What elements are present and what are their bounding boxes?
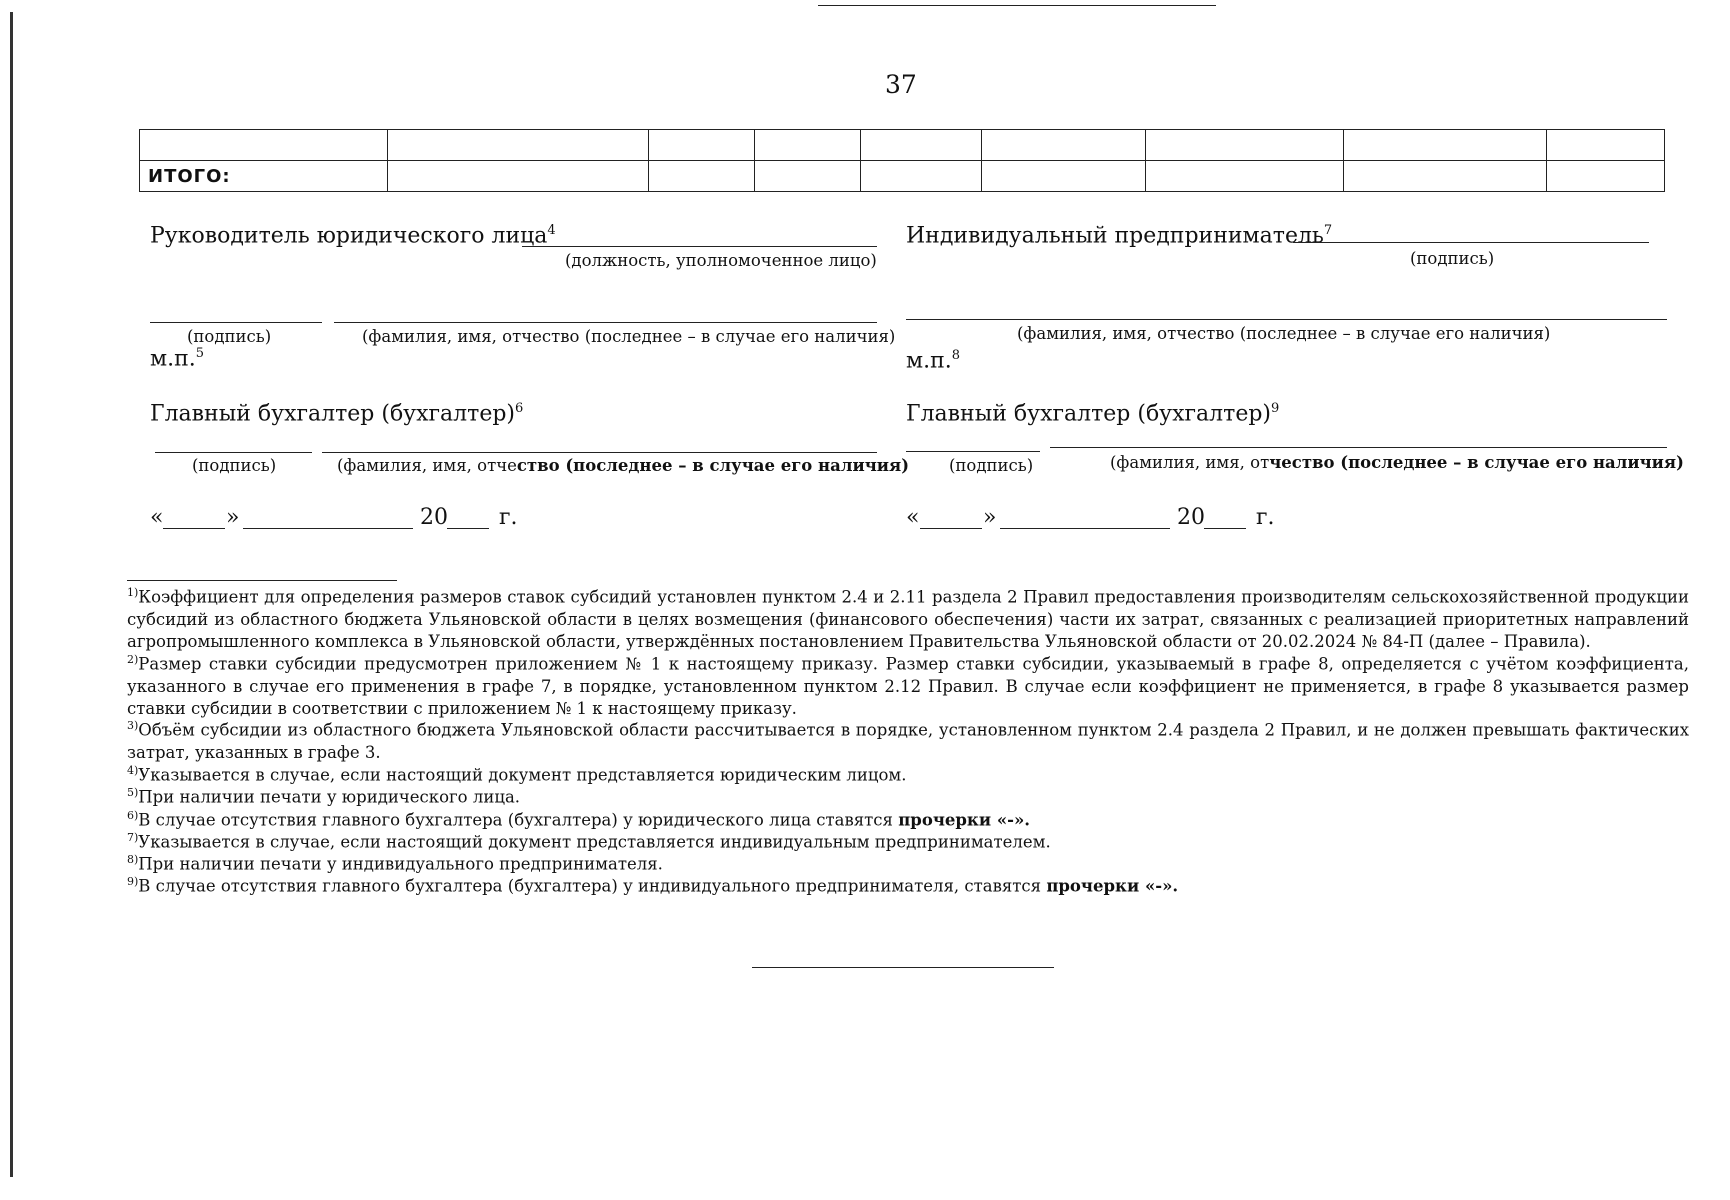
date-day-close: »: [226, 505, 240, 530]
head-of-entity-label: Руководитель юридического лица$^4$: [150, 223, 556, 249]
entrepreneur-stamp-label: м.п.$^8$: [906, 348, 961, 374]
footnote-3: $^{3)}$Объём субсидии из областного бюджета Ульяновской области рассчитывается в порядке, установленном пунктом 2.4 раздела 2 Правил, и не должен превышать фактических затрат, указанных в графе 3.: [127, 719, 1689, 762]
entrepreneur-signature-line[interactable]: [1293, 242, 1649, 243]
entrepreneur-signature-caption: (подпись): [1410, 249, 1495, 268]
accountant-fio-caption: (фамилия, имя, отчество (последнее – в случае его наличия): [337, 456, 910, 475]
footnote-6: $^{6)}$В случае отсутствия главного бухгалтера (бухгалтера) у юридического лица ставятся прочерки «-».: [127, 809, 1031, 830]
entrepreneur-date-day-close: »: [983, 505, 997, 530]
table-cell: [755, 161, 861, 192]
accountant-signature-line[interactable]: [155, 452, 312, 453]
page-number: 37: [885, 70, 917, 99]
footnote-7: $^{7)}$Указывается в случае, если настоящий документ представляется индивидуальным предпринимателем.: [127, 831, 1051, 852]
table-cell: [649, 130, 755, 161]
table-cell: [140, 130, 388, 161]
summary-table: [139, 129, 1665, 192]
entrepreneur-fio-line[interactable]: [906, 319, 1667, 320]
entrepreneur-date-month-line[interactable]: [1000, 528, 1170, 529]
footnote-1: $^{1)}$Коэффициент для определения размеров ставок субсидий установлен пунктом 2.4 и 2.11 раздела 2 Правил предоставления производителям сельскохозяйственной продукции субсидий из областного бюджета Ульяновской области в целях возмещения (финансового обеспечения) части их затрат, связанных с реализацией приоритетных направлений агропромышленного комплекса в Ульяновской области, утверждённых постановлением Правительства Ульяновской области от 20.02.2024 № 84-П (далее – Правила).: [127, 586, 1689, 651]
entrepreneur-accountant-fio-caption: (фамилия, имя, отчество (последнее – в случае его наличия): [1110, 453, 1684, 472]
entrepreneur-date-day-open: «: [906, 505, 920, 530]
date-year-prefix: 20: [420, 505, 448, 530]
table-cell: [982, 130, 1146, 161]
table-cell: [388, 130, 649, 161]
footnote-separator: [127, 580, 397, 581]
entrepreneur-accountant-signature-caption: (подпись): [949, 456, 1034, 475]
date-year-line[interactable]: [447, 528, 489, 529]
signature-line[interactable]: [150, 322, 322, 323]
table-cell: [1547, 130, 1665, 161]
date-day-open: «: [150, 505, 164, 530]
table-cell: [982, 161, 1146, 192]
position-caption: (должность, уполномоченное лицо): [565, 251, 877, 270]
table-cell: [1547, 161, 1665, 192]
bottom-rule: [752, 967, 1054, 968]
date-day-line[interactable]: [163, 528, 225, 529]
footnote-4: $^{4)}$Указывается в случае, если настоящий документ представляется юридическим лицом.: [127, 764, 907, 785]
position-line[interactable]: [522, 246, 877, 247]
table-cell: [1344, 130, 1547, 161]
table-cell: [755, 130, 861, 161]
total-label: ИТОГО:: [140, 161, 388, 192]
entrepreneur-fio-caption: (фамилия, имя, отчество (последнее – в случае его наличия): [1017, 324, 1551, 343]
footnote-5: $^{5)}$При наличии печати у юридического лица.: [127, 786, 521, 807]
page-edge-bar: [10, 12, 13, 1177]
chief-accountant-label: Главный бухгалтер (бухгалтер)$^6$: [150, 401, 524, 427]
table-cell: [1146, 161, 1344, 192]
accountant-fio-line[interactable]: [322, 452, 877, 453]
accountant-signature-caption: (подпись): [192, 456, 277, 475]
total-row: [140, 161, 1665, 192]
top-rule: [818, 5, 1216, 6]
stamp-label: м.п.$^5$: [150, 346, 205, 372]
entrepreneur-label: Индивидуальный предприниматель$^7$: [906, 223, 1333, 249]
entrepreneur-date-year-prefix: 20: [1177, 505, 1205, 530]
footnote-8: $^{8)}$При наличии печати у индивидуального предпринимателя.: [127, 853, 663, 874]
fio-line[interactable]: [334, 322, 877, 323]
table-cell: [649, 161, 755, 192]
date-suffix: г.: [499, 505, 518, 530]
table-cell: [861, 161, 982, 192]
entrepreneur-accountant-fio-line[interactable]: [1050, 447, 1667, 448]
entrepreneur-date-suffix: г.: [1256, 505, 1275, 530]
table-cell: [1146, 130, 1344, 161]
fio-caption: (фамилия, имя, отчество (последнее – в случае его наличия): [362, 327, 896, 346]
entrepreneur-accountant-label: Главный бухгалтер (бухгалтер)$^9$: [906, 401, 1280, 427]
entrepreneur-date-day-line[interactable]: [920, 528, 982, 529]
date-month-line[interactable]: [243, 528, 413, 529]
signature-caption: (подпись): [187, 327, 272, 346]
table-cell: [1344, 161, 1547, 192]
table-cell: [388, 161, 649, 192]
footnote-2: $^{2)}$Размер ставки субсидии предусмотрен приложением № 1 к настоящему приказу. Размер ставки субсидии, указываемый в графе 8, определяется с учётом коэффициента, указанного в случае его применения в графе 7, в порядке, установленном пунктом 2.12 Правил. В случае если коэффициент не применяется, в графе 8 указывается размер ставки субсидии в соответствии с приложением № 1 к настоящему приказу.: [127, 653, 1689, 718]
footnote-9: $^{9)}$В случае отсутствия главного бухгалтера (бухгалтера) у индивидуального предпринимателя, ставятся прочерки «-».: [127, 875, 1179, 896]
table-row: [140, 130, 1665, 161]
entrepreneur-accountant-signature-line[interactable]: [906, 451, 1040, 452]
entrepreneur-date-year-line[interactable]: [1204, 528, 1246, 529]
table-cell: [861, 130, 982, 161]
